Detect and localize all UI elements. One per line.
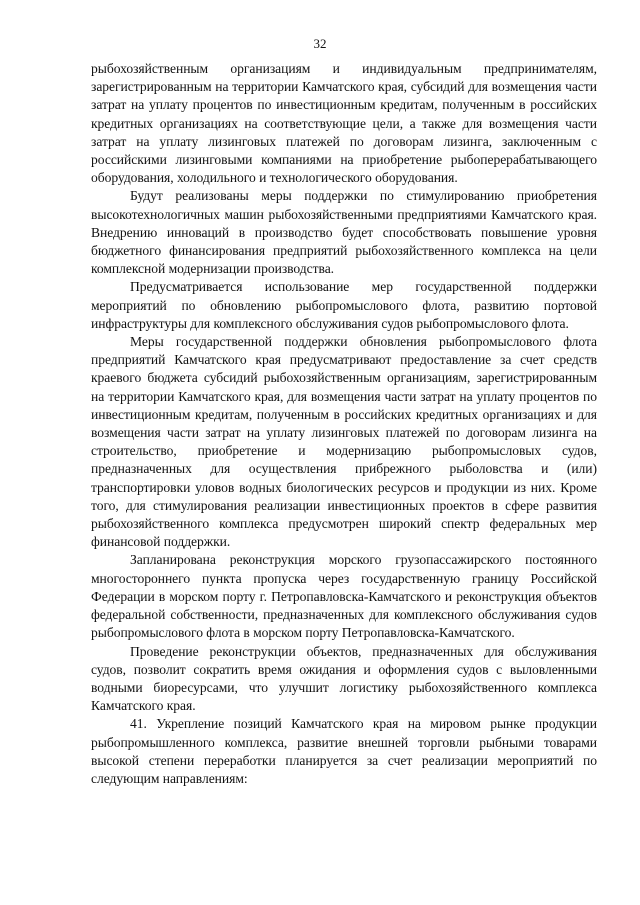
page-number: 32 bbox=[313, 36, 327, 51]
paragraph-port-reconstruction: Запланирована реконструкция морского грузопассажирского постоянного многостороннего пункта пропуска через государственную границу Российской Федерации в морском порту г. Петропавловска-Камчатского и реконструкция объектов федеральной собственности, предназначенных для комплексного обслуживания судов рыбопромыслового флота в морском порту Петропавловска-Камчатского. bbox=[91, 552, 597, 641]
paragraph-fleet-support-measures: Предусматривается использование мер государственной поддержки мероприятий по обновлению рыбопромыслового флота, развитию портовой инфраструктуры для комплексного обслуживания судов рыбопромыслового флота. bbox=[91, 279, 597, 331]
document-body bbox=[91, 60, 597, 788]
paragraph-reconstruction-benefits: Проведение реконструкции объектов, предназначенных для обслуживания судов, позволит сократить время ожидания и оформления судов с выловленными водными биоресурсами, что улучшит логистику рыбохозяйственного комплекса Камчатского края. bbox=[91, 643, 597, 714]
paragraph-fleet-renewal-subsidies: Меры государственной поддержки обновления рыбопромыслового флота предприятий Камчатского края предусматривают предоставление за счет средств краевого бюджета субсидий рыбохозяйственным организациям, зарегистрированным на территории Камчатского края, для возмещения части затрат на уплату процентов по инвестиционным кредитам, полученным в российских кредитных организациях и для возмещения части затрат на уплату лизинговых платежей по договорам лизинга на строительство, приобретение и модернизацию рыбопромысловых судов, предназначенных для осуществления прибрежного рыболовства и (или) транспортировки уловов водных биологических ресурсов и продукции из них. Кроме того, для стимулирования реализации инвестиционных проектов в сфере развития рыбохозяйственного комплекса предусмотрен широкий спектр федеральных мер финансовой поддержки. bbox=[91, 334, 597, 550]
paragraph-item-41: 41. Укрепление позиций Камчатского края на мировом рынке продукции рыбопромышленного комплекса, развитие внешней торговли рыбными товарами высокой степени переработки планируется за счет реализации мероприятий по следующим направлениям: bbox=[91, 716, 597, 786]
paragraph-high-tech-support: Будут реализованы меры поддержки по стимулированию приобретения высокотехнологичных машин рыбохозяйственными предприятиями Камчатского края. Внедрению инноваций в производство будет способствовать повышение уровня бюджетного финансирования предприятий рыбохозяйственного комплекса на цели комплексной модернизации производства. bbox=[91, 188, 597, 277]
paragraph-continuation: рыбохозяйственным организациям и индивидуальным предпринимателям, зарегистрированным на территории Камчатского края, субсидий для возмещения части затрат на уплату процентов по инвестиционным кредитам, полученным в российских кредитных организациях на соответствующие цели, а также для возмещения части затрат на уплату лизинговых платежей по договорам лизинга, заключенным с российскими лизинговыми компаниями на приобретение рыбоперерабатывающего оборудования, холодильного и технологического оборудования. bbox=[91, 61, 597, 186]
